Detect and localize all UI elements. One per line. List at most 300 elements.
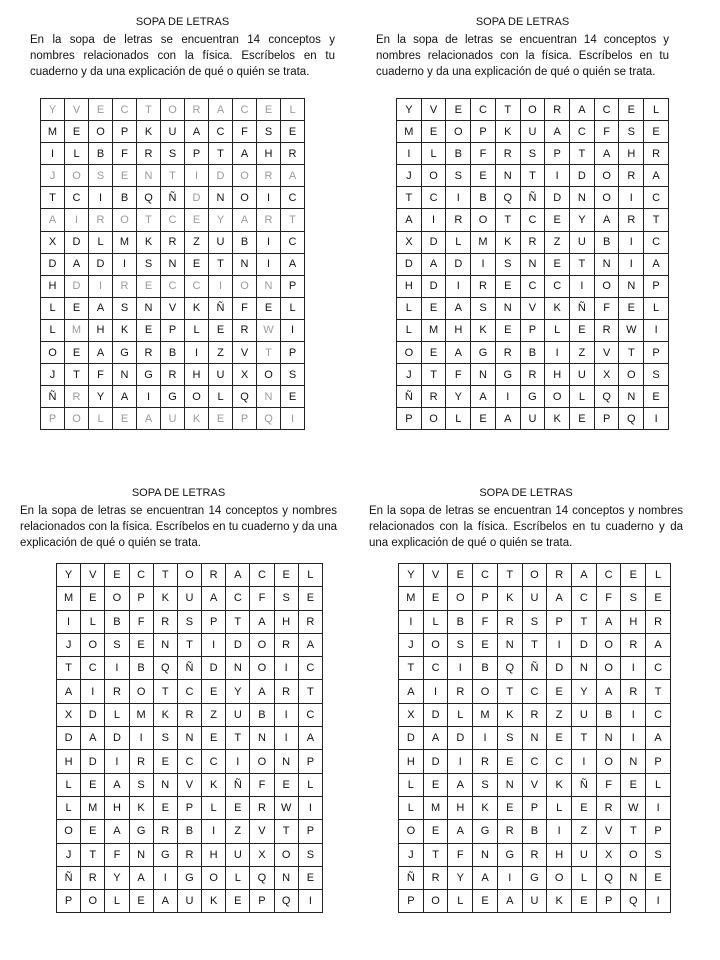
grid-cell: L (81, 610, 105, 633)
grid-cell: P (298, 820, 322, 843)
grid-cell: I (621, 657, 646, 680)
grid-cell: E (572, 796, 597, 819)
grid-cell: S (113, 297, 137, 319)
grid-cell: P (129, 587, 153, 610)
grid-cell: F (594, 297, 619, 319)
grid-cell: I (448, 657, 473, 680)
grid-cell: A (448, 820, 473, 843)
grid-cell: Q (250, 866, 274, 889)
grid-cell: E (209, 319, 233, 341)
grid-cell: A (646, 633, 671, 656)
grid-row (57, 610, 323, 633)
grid-cell: T (495, 209, 520, 231)
grid-cell: E (570, 319, 595, 341)
grid-cell: R (471, 275, 496, 297)
grid-row (41, 209, 305, 231)
grid-cell: V (596, 820, 621, 843)
grid-cell: U (572, 843, 597, 866)
grid-cell: C (545, 275, 570, 297)
grid-cell: E (81, 587, 105, 610)
grid-cell: S (177, 610, 201, 633)
grid-cell: R (250, 796, 274, 819)
grid-cell: I (570, 275, 595, 297)
grid-cell: E (572, 890, 597, 913)
grid-cell: Z (547, 703, 572, 726)
grid-cell: F (596, 587, 621, 610)
grid-cell: I (473, 727, 498, 750)
grid-cell: C (298, 657, 322, 680)
grid-cell: H (545, 364, 570, 386)
grid-cell: G (113, 342, 137, 364)
grid-cell: H (619, 143, 644, 165)
grid-cell: E (473, 633, 498, 656)
grid-row (41, 165, 305, 187)
grid-cell: D (89, 253, 113, 275)
grid-row (397, 121, 669, 143)
grid-cell: H (105, 796, 129, 819)
grid-cell: Ñ (520, 187, 545, 209)
grid-cell: I (209, 275, 233, 297)
grid-cell: T (621, 820, 646, 843)
grid-cell: Ñ (161, 187, 185, 209)
grid-row (41, 143, 305, 165)
grid-cell: O (185, 386, 209, 408)
grid-cell: V (423, 564, 448, 587)
grid-cell: I (137, 386, 161, 408)
grid-cell: C (281, 187, 305, 209)
grid-cell: K (545, 297, 570, 319)
grid-cell: D (57, 727, 81, 750)
grid-cell: O (446, 121, 471, 143)
grid-cell: J (41, 165, 65, 187)
grid-cell: E (113, 408, 137, 430)
grid-cell: I (89, 187, 113, 209)
grid-cell: C (473, 564, 498, 587)
grid-cell: L (281, 99, 305, 121)
grid-cell: O (250, 657, 274, 680)
grid-cell: D (81, 703, 105, 726)
grid-cell: O (621, 843, 646, 866)
grid-cell: N (522, 727, 547, 750)
grid-cell: I (281, 408, 305, 430)
grid-cell: R (177, 703, 201, 726)
grid-cell: O (202, 866, 226, 889)
grid-cell: I (619, 187, 644, 209)
grid-cell: A (89, 297, 113, 319)
grid-cell: R (257, 165, 281, 187)
grid-cell: Y (105, 866, 129, 889)
grid-cell: R (105, 680, 129, 703)
grid-cell: C (202, 750, 226, 773)
grid-cell: F (233, 121, 257, 143)
grid-cell: E (570, 408, 595, 430)
grid-cell: N (497, 773, 522, 796)
grid-cell: A (448, 773, 473, 796)
grid-cell: K (547, 773, 572, 796)
grid-cell: C (646, 657, 671, 680)
grid-row (397, 386, 669, 408)
grid-cell: E (545, 253, 570, 275)
grid-cell: Q (497, 657, 522, 680)
grid-row (41, 275, 305, 297)
grid-cell: A (281, 253, 305, 275)
grid-cell: I (446, 275, 471, 297)
grid-cell: W (257, 319, 281, 341)
grid-cell: K (129, 796, 153, 819)
grid-cell: A (250, 680, 274, 703)
grid-cell: I (57, 610, 81, 633)
grid-cell: E (545, 209, 570, 231)
grid-cell: Ñ (572, 773, 597, 796)
grid-cell: E (209, 408, 233, 430)
grid-cell: Q (153, 657, 177, 680)
grid-cell: G (497, 843, 522, 866)
grid-cell: F (446, 364, 471, 386)
grid-row (397, 165, 669, 187)
grid-cell: T (153, 680, 177, 703)
grid-cell: E (547, 680, 572, 703)
grid-cell: R (520, 231, 545, 253)
grid-cell: I (646, 796, 671, 819)
grid-cell: C (572, 587, 597, 610)
grid-cell: E (137, 319, 161, 341)
grid-row (399, 703, 671, 726)
grid-cell: Z (202, 703, 226, 726)
grid-cell: E (137, 275, 161, 297)
puzzle-header-3 (20, 487, 337, 551)
grid-cell: X (41, 231, 65, 253)
grid-cell: S (497, 727, 522, 750)
grid-cell: L (572, 866, 597, 889)
grid-cell: C (423, 657, 448, 680)
grid-cell: U (572, 703, 597, 726)
grid-cell: C (570, 121, 595, 143)
grid-cell: H (41, 275, 65, 297)
grid-cell: N (257, 386, 281, 408)
grid-cell: L (423, 610, 448, 633)
grid-cell: R (448, 680, 473, 703)
grid-cell: F (250, 587, 274, 610)
grid-cell: R (129, 750, 153, 773)
grid-cell: Y (399, 564, 424, 587)
grid-cell: A (545, 121, 570, 143)
grid-cell: K (547, 890, 572, 913)
grid-cell: D (448, 727, 473, 750)
grid-cell: R (495, 143, 520, 165)
grid-cell: L (298, 564, 322, 587)
grid-cell: S (495, 253, 520, 275)
grid-cell: V (65, 99, 89, 121)
grid-cell: B (113, 187, 137, 209)
grid-cell: H (399, 750, 424, 773)
grid-cell: R (646, 610, 671, 633)
grid-cell: X (233, 364, 257, 386)
puzzle-header-4 (369, 487, 683, 551)
grid-cell: C (522, 750, 547, 773)
grid-cell: E (153, 796, 177, 819)
grid-cell: O (448, 587, 473, 610)
grid-cell: S (646, 843, 671, 866)
grid-cell: P (281, 275, 305, 297)
grid-row (57, 564, 323, 587)
grid-cell: P (41, 408, 65, 430)
grid-cell: C (644, 231, 669, 253)
grid-cell: Q (233, 386, 257, 408)
grid-cell: O (594, 187, 619, 209)
grid-cell: N (520, 253, 545, 275)
grid-cell: Z (572, 820, 597, 843)
grid-cell: E (185, 253, 209, 275)
grid-cell: E (226, 890, 250, 913)
grid-cell: I (274, 657, 298, 680)
grid-cell: R (621, 680, 646, 703)
grid-cell: C (596, 564, 621, 587)
grid-cell: T (137, 209, 161, 231)
grid-cell: Y (209, 209, 233, 231)
grid-cell: E (495, 319, 520, 341)
grid-cell: M (421, 319, 446, 341)
grid-cell: E (423, 773, 448, 796)
grid-cell: D (105, 727, 129, 750)
grid-cell: L (399, 773, 424, 796)
grid-cell: Q (621, 890, 646, 913)
grid-cell: S (619, 121, 644, 143)
grid-cell: A (473, 866, 498, 889)
grid-row (399, 820, 671, 843)
grid-cell: E (129, 890, 153, 913)
grid-cell: R (621, 633, 646, 656)
word-search-grid-1 (40, 98, 305, 430)
grid-cell: O (522, 564, 547, 587)
grid-cell: R (113, 275, 137, 297)
grid-cell: R (257, 209, 281, 231)
grid-cell: B (446, 143, 471, 165)
grid-cell: K (473, 796, 498, 819)
grid-cell: U (177, 587, 201, 610)
grid-cell: D (547, 657, 572, 680)
grid-cell: A (497, 890, 522, 913)
grid-cell: I (572, 750, 597, 773)
grid-cell: D (421, 231, 446, 253)
grid-cell: I (202, 633, 226, 656)
grid-cell: X (596, 843, 621, 866)
grid-cell: O (594, 275, 619, 297)
grid-cell: N (572, 657, 597, 680)
grid-cell: B (596, 703, 621, 726)
grid-cell: H (185, 364, 209, 386)
grid-row (399, 866, 671, 889)
grid-row (399, 750, 671, 773)
grid-cell: S (298, 843, 322, 866)
grid-cell: P (644, 275, 669, 297)
grid-cell: P (250, 890, 274, 913)
puzzle-instructions: En la sopa de letras se encuentran 14 conceptos y nombres relacionados con la física. Escríbelos en tu cuaderno y da una explicación de qué o quién se trata. (30, 34, 335, 78)
grid-cell: U (226, 703, 250, 726)
grid-cell: I (421, 209, 446, 231)
grid-cell: L (89, 408, 113, 430)
grid-cell: E (65, 121, 89, 143)
grid-row (41, 297, 305, 319)
grid-cell: M (57, 587, 81, 610)
grid-cell: I (448, 750, 473, 773)
grid-cell: F (105, 843, 129, 866)
grid-cell: E (81, 773, 105, 796)
grid-cell: P (520, 319, 545, 341)
grid-cell: R (202, 564, 226, 587)
grid-cell: N (161, 253, 185, 275)
grid-cell: S (105, 633, 129, 656)
puzzle-title: SOPA DE LETRAS (479, 487, 573, 499)
grid-cell: R (594, 319, 619, 341)
grid-cell: I (65, 209, 89, 231)
grid-cell: H (57, 750, 81, 773)
grid-cell: L (545, 319, 570, 341)
grid-cell: A (596, 680, 621, 703)
grid-cell: S (621, 587, 646, 610)
grid-cell: B (89, 143, 113, 165)
grid-cell: V (81, 564, 105, 587)
grid-cell: S (161, 143, 185, 165)
grid-cell: W (274, 796, 298, 819)
grid-cell: L (446, 231, 471, 253)
grid-row (57, 866, 323, 889)
grid-cell: I (153, 866, 177, 889)
grid-cell: O (423, 890, 448, 913)
grid-cell: P (644, 342, 669, 364)
grid-cell: I (298, 890, 322, 913)
grid-cell: T (497, 564, 522, 587)
grid-cell: P (113, 121, 137, 143)
grid-cell: T (497, 680, 522, 703)
grid-cell: Q (495, 187, 520, 209)
grid-cell: C (226, 587, 250, 610)
grid-cell: T (226, 727, 250, 750)
grid-cell: L (397, 319, 422, 341)
grid-cell: T (177, 633, 201, 656)
grid-cell: P (57, 890, 81, 913)
grid-cell: F (596, 773, 621, 796)
grid-cell: O (397, 342, 422, 364)
grid-cell: I (185, 342, 209, 364)
grid-cell: E (646, 866, 671, 889)
grid-cell: O (274, 843, 298, 866)
grid-cell: C (471, 99, 496, 121)
grid-cell: D (545, 187, 570, 209)
grid-cell: N (473, 843, 498, 866)
grid-cell: R (185, 99, 209, 121)
grid-cell: P (161, 319, 185, 341)
grid-cell: S (644, 364, 669, 386)
grid-cell: L (646, 773, 671, 796)
grid-row (397, 143, 669, 165)
grid-cell: C (520, 275, 545, 297)
grid-cell: P (202, 610, 226, 633)
grid-cell: C (209, 121, 233, 143)
grid-cell: A (471, 386, 496, 408)
grid-cell: N (129, 843, 153, 866)
grid-cell: D (226, 633, 250, 656)
grid-cell: C (250, 564, 274, 587)
grid-cell: Q (137, 187, 161, 209)
grid-cell: I (545, 165, 570, 187)
grid-cell: I (129, 727, 153, 750)
grid-cell: S (522, 610, 547, 633)
grid-cell: R (274, 633, 298, 656)
grid-cell: P (185, 143, 209, 165)
grid-row (397, 364, 669, 386)
grid-cell: I (547, 820, 572, 843)
grid-cell: E (621, 564, 646, 587)
grid-cell: A (137, 408, 161, 430)
grid-cell: A (644, 253, 669, 275)
grid-cell: K (202, 773, 226, 796)
grid-cell: Z (570, 342, 595, 364)
grid-cell: R (233, 319, 257, 341)
grid-cell: Y (397, 99, 422, 121)
grid-cell: T (137, 99, 161, 121)
grid-cell: F (594, 121, 619, 143)
grid-cell: B (105, 610, 129, 633)
grid-cell: V (522, 773, 547, 796)
grid-cell: S (446, 165, 471, 187)
grid-cell: N (153, 633, 177, 656)
grid-cell: O (250, 633, 274, 656)
grid-cell: H (547, 843, 572, 866)
grid-cell: O (399, 820, 424, 843)
grid-cell: I (619, 231, 644, 253)
grid-cell: R (619, 209, 644, 231)
grid-cell: E (448, 564, 473, 587)
grid-cell: A (209, 99, 233, 121)
grid-cell: C (129, 564, 153, 587)
grid-cell: N (137, 165, 161, 187)
grid-cell: F (473, 610, 498, 633)
grid-cell: B (473, 657, 498, 680)
grid-cell: E (226, 796, 250, 819)
grid-cell: R (522, 703, 547, 726)
grid-cell: C (594, 99, 619, 121)
grid-cell: T (423, 843, 448, 866)
grid-cell: E (421, 342, 446, 364)
grid-row (399, 796, 671, 819)
grid-cell: Y (446, 386, 471, 408)
grid-cell: K (153, 587, 177, 610)
grid-cell: C (113, 99, 137, 121)
grid-cell: G (137, 364, 161, 386)
grid-cell: O (473, 680, 498, 703)
grid-cell: M (399, 587, 424, 610)
grid-cell: T (570, 143, 595, 165)
grid-cell: N (621, 750, 646, 773)
grid-cell: A (547, 587, 572, 610)
grid-row (57, 890, 323, 913)
grid-cell: W (621, 796, 646, 819)
grid-row (57, 703, 323, 726)
grid-cell: N (619, 386, 644, 408)
grid-cell: L (57, 796, 81, 819)
grid-cell: M (113, 231, 137, 253)
grid-cell: Z (226, 820, 250, 843)
grid-cell: S (281, 364, 305, 386)
grid-cell: L (41, 297, 65, 319)
grid-cell: X (57, 703, 81, 726)
grid-cell: I (274, 727, 298, 750)
grid-cell: O (257, 364, 281, 386)
grid-row (399, 564, 671, 587)
grid-cell: L (644, 99, 669, 121)
grid-cell: L (446, 408, 471, 430)
grid-cell: G (520, 386, 545, 408)
